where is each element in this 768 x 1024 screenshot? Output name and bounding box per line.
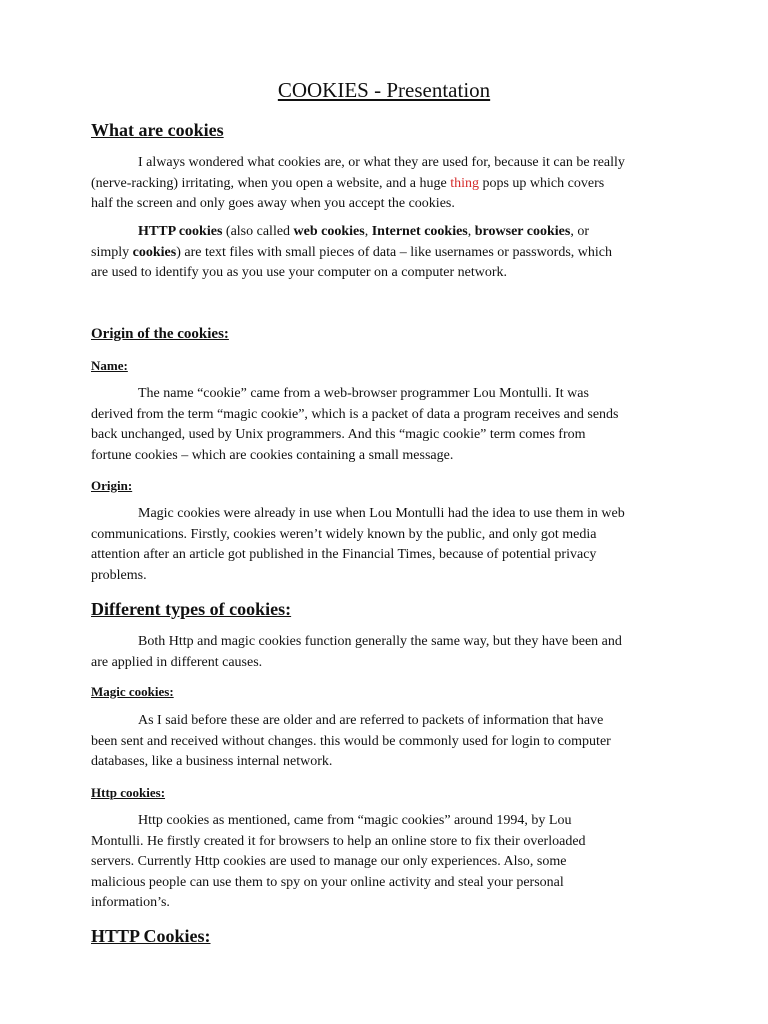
subheading-magic-cookies: Magic cookies: [91, 684, 174, 699]
text-line [91, 174, 681, 195]
text-line: fortune cookies – which are cookies containing a small message. [91, 447, 454, 463]
subheading-origin: Origin: [91, 478, 133, 493]
bold-term: web cookies [293, 224, 365, 239]
text-line: As I said before these are older and are referred to packets of information that have [138, 713, 604, 728]
heading-http-cookies: HTTP Cookies: [91, 926, 211, 946]
text-line: Both Http and magic cookies function generally the same way, but they have been and [138, 634, 622, 649]
text-line: databases, like a business internal network. [91, 754, 333, 769]
text-span: (nerve-racking) irritating, when you open a website, and a huge [91, 175, 451, 191]
highlighted-word: thing [450, 175, 479, 191]
subheading-name: Name: [91, 358, 128, 373]
text-line [91, 222, 681, 243]
text-span: simply [91, 244, 133, 260]
bold-term: HTTP cookies [138, 224, 223, 239]
bold-term: browser cookies [474, 224, 571, 239]
heading-different-types: Different types of cookies: [91, 599, 292, 619]
text-line: are applied in different causes. [91, 654, 263, 670]
text-line: communications. Firstly, cookies weren’t widely known by the public, and only got media [91, 526, 597, 542]
text-line: derived from the term “magic cookie”, which is a packet of data a program receives and sends [91, 406, 619, 422]
text-line: back unchanged, used by Unix programmers. And this “magic cookie” term comes from [91, 427, 586, 442]
text-line: Montulli. He firstly created it for browsers to help an online store to fix their overloaded [91, 833, 586, 849]
document-title: COOKIES - Presentation [277, 78, 491, 102]
paragraph-magic-cookies [91, 711, 681, 773]
text-line: servers. Currently Http cookies are used to manage our only experiences. Also, some [91, 854, 567, 869]
bold-term: cookies [132, 244, 177, 260]
text-span: ) are text files with small pieces of data – like usernames or passwords, which [176, 244, 613, 260]
text-line: attention after an article got published in the Financial Times, because of potential privacy [91, 547, 597, 562]
paragraph-definition [91, 222, 681, 284]
text-span: , [467, 224, 475, 239]
paragraph-intro [91, 153, 681, 215]
text-span: , or [570, 224, 589, 239]
text-span: (also called [222, 224, 294, 239]
text-line: been sent and received without changes. this would be commonly used for login to computer [91, 733, 611, 749]
text-line: Http cookies as mentioned, came from “magic cookies” around 1994, by Lou [138, 813, 572, 828]
heading-what-are-cookies: What are cookies [91, 120, 224, 140]
text-line: are used to identify you as you use your computer on a computer network. [91, 265, 508, 280]
heading-origin: Origin of the cookies: [91, 326, 229, 342]
bold-term: Internet cookies [371, 224, 468, 239]
subheading-http-cookies: Http cookies: [91, 785, 166, 800]
text-line: problems. [91, 567, 147, 583]
paragraph-types-intro [91, 632, 681, 673]
text-line: The name “cookie” came from a web-browser programmer Lou Montulli. It was [138, 386, 589, 401]
text-line: information’s. [91, 895, 170, 910]
paragraph-origin [91, 504, 681, 586]
paragraph-http-cookies [91, 811, 681, 914]
text-span: pops up which covers [478, 175, 605, 191]
paragraph-name [91, 384, 681, 466]
text-line [91, 243, 681, 264]
text-line: Magic cookies were already in use when Lou Montulli had the idea to use them in web [138, 506, 625, 521]
text-line: malicious people can use them to spy on your online activity and steal your personal [91, 874, 564, 890]
text-span: , [364, 224, 372, 239]
text-line: I always wondered what cookies are, or what they are used for, because it can be really [138, 155, 625, 170]
text-line: half the screen and only goes away when you accept the cookies. [91, 196, 455, 211]
